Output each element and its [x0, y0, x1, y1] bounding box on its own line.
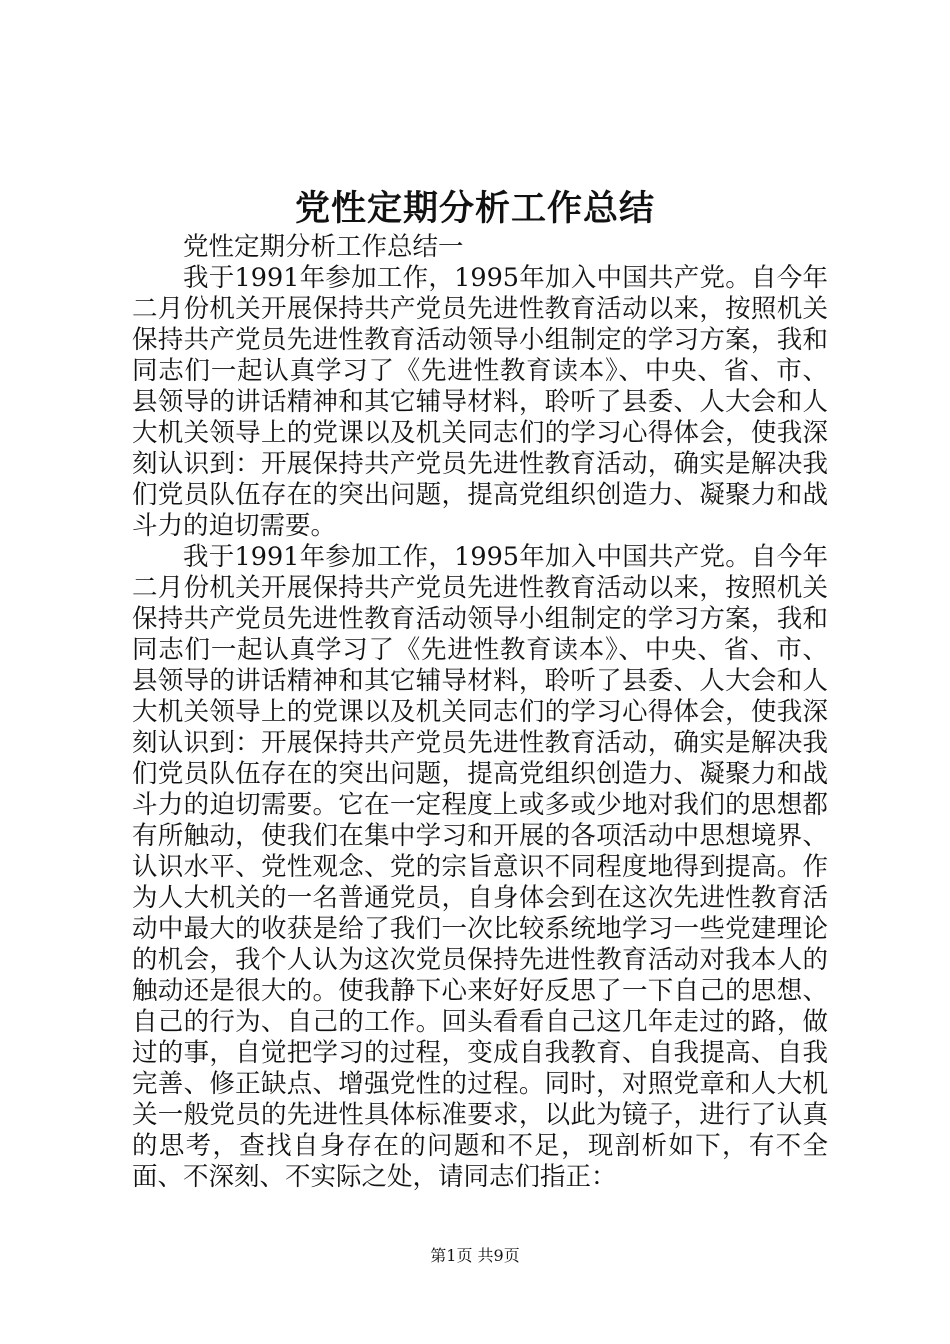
page-footer: 第1页 共9页	[430, 1246, 520, 1265]
document-title: 党性定期分析工作总结	[294, 188, 655, 229]
document-body	[132, 232, 828, 1193]
body-paragraph-2: 我于1991年参加工作，1995年加入中国共产党。自今年二月份机关开展保持共产党员先进性教育活动以来，按照机关保持共产党员先进性教育活动领导小组制定的学习方案，我和同志们一起认真学习了《先进性教育读本》、中央、省、市、县领导的讲话精神和其它辅导材料，聆听了县委、人大会和人大机关领导上的党课以及机关同志们的学习心得体会，使我深刻认识到：开展保持共产党员先进性教育活动，确实是解决我们党员队伍存在的突出问题，提高党组织创造力、凝聚力和战斗力的迫切需要。它在一定程度上或多或少地对我们的思想都有所触动，使我们在集中学习和开展的各项活动中思想境界、认识水平、党性观念、党的宗旨意识不同程度地得到提高。作为人大机关的一名普通党员，自身体会到在这次先进性教育活动中最大的收获是给了我们一次比较系统地学习一些党建理论的机会，我个人认为这次党员保持先进性教育活动对我本人的触动还是很大的。使我静下心来好好反思了一下自己的思想、自己的行为、自己的工作。回头看看自己这几年走过的路，做过的事，自觉把学习的过程，变成自我教育、自我提高、自我完善、修正缺点、增强党性的过程。同时，对照党章和人大机关一般党员的先进性具体标准要求，以此为镜子，进行了认真的思考，查找自身存在的问题和不足，现剖析如下，有不全面、不深刻、不实际之处，请同志们指正：	[132, 542, 828, 1192]
body-paragraph-1: 我于1991年参加工作，1995年加入中国共产党。自今年二月份机关开展保持共产党员先进性教育活动以来，按照机关保持共产党员先进性教育活动领导小组制定的学习方案，我和同志们一起认真学习了《先进性教育读本》、中央、省、市、县领导的讲话精神和其它辅导材料，聆听了县委、人大会和人大机关领导上的党课以及机关同志们的学习心得体会，使我深刻认识到：开展保持共产党员先进性教育活动，确实是解决我们党员队伍存在的突出问题，提高党组织创造力、凝聚力和战斗力的迫切需要。	[132, 263, 828, 541]
subtitle-paragraph: 党性定期分析工作总结一	[183, 232, 464, 262]
